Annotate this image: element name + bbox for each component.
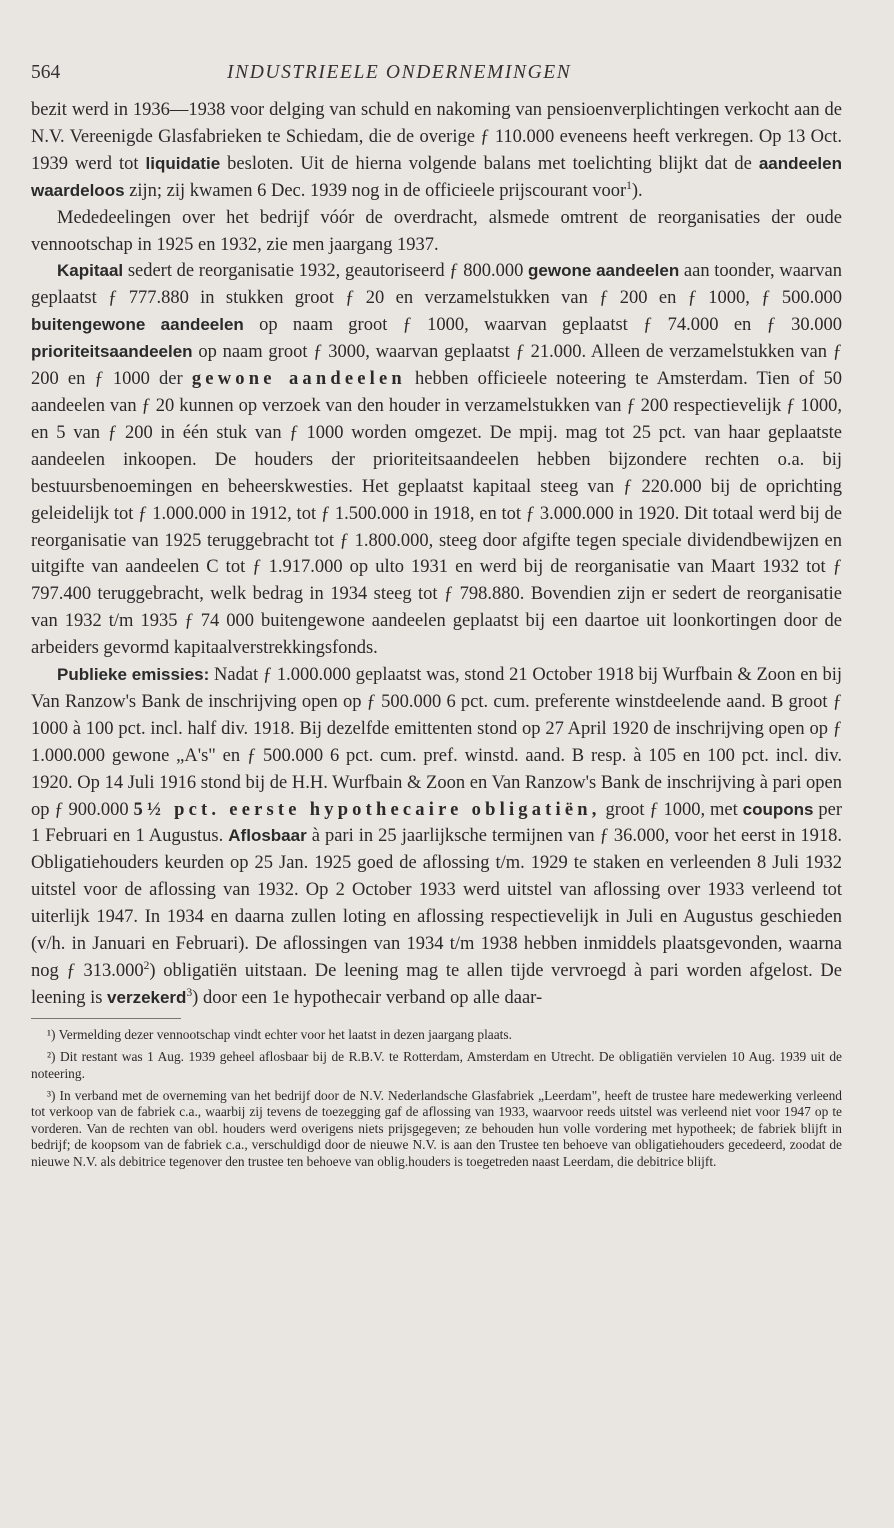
running-title: INDUSTRIEELE ONDERNEMINGEN — [227, 62, 572, 83]
text-run: op naam groot ƒ 3000, waarvan geplaatst ƒ 21.000. Alleen de verzamelstukken van ƒ 200 en ƒ 1000 der — [31, 342, 842, 390]
bold-term: aandeelen waardeloos — [31, 153, 842, 200]
text-run: sedert de reorganisatie 1932, geautoriseerd ƒ 800.000 — [123, 261, 529, 282]
page-number: 564 — [31, 62, 61, 83]
bold-term: buitengewone aandeelen — [31, 315, 244, 335]
footnote-ref: 3 — [186, 986, 193, 999]
text-run: ). — [631, 180, 643, 201]
text-run: groot ƒ 1000, met — [600, 799, 743, 820]
paragraph-mededeelingen — [31, 205, 842, 259]
bold-term: gewone aandeelen — [528, 261, 680, 281]
main-text — [31, 97, 842, 1012]
bold-term: Aflosbaar — [228, 826, 307, 846]
text-run: ) obligatiën uitstaan. De leening mag te allen tijde vervroegd à pari worden afgelost. De leening is — [31, 961, 843, 1008]
footnote-3: ³) In verband met de overneming van het bedrijf door de N.V. Nederlandsche Glasfabriek „Leerdam", heeft de trustee hare medewerking verleend tot verkoop van de fabriek c.a., waarbij zij tevens de toezegging gaf de aflossing van 1933, waarvoor reeds uitstel was verleend niet voor 1947 op te vorderen. Van de rechten van obl. houders werd overigens niets prijsgegeven; ze behouden hun volle vordering met hypotheek; de fabriek blijft in bedrijf; de koopsom van de fabriek c.a., verschuldigd door de nieuwe N.V. is aan den Trustee ten behoeve van obligatiehouders gecedeerd, zoodat de nieuwe N.V. als debitrice tegenover den trustee ten behoeve van oblig.houders is toegetreden naast Leerdam, die debitrice blijft. — [31, 1088, 842, 1169]
paragraph-liquidation — [31, 97, 842, 205]
text-run: zijn; zij kwamen 6 Dec. 1939 nog in de officieele prijscourant voor — [124, 180, 627, 201]
footnote-1: ¹) Vermelding dezer vennootschap vindt echter voor het laatst in dezen jaargang plaats. — [47, 1026, 512, 1042]
footnote-ref: 1 — [626, 179, 632, 192]
paragraph-kapitaal — [31, 258, 842, 662]
footnote-separator — [31, 1018, 181, 1019]
text-run: aan toonder, waarvan geplaatst ƒ 777.880 in stukken groot ƒ 20 en verzamelstukken van ƒ 200 en ƒ 1000, ƒ 500.000 — [31, 261, 842, 309]
page-header — [31, 62, 842, 96]
footnotes — [31, 1027, 842, 1170]
bold-term: liquidatie — [145, 153, 221, 173]
text-run: à pari in 25 jaarlijksche termijnen van ƒ 36.000, voor het eerst in 1918. Obligatiehouders keurden op 25 Jan. 1925 goed de aflossing t/m. 1929 te staken en verleenden 8 Juli 1932 uitstel voor de aflossing van 1932. Op 2 October 1933 werd uitstel van aflossing over 1933 verleend tot uiterlijk 1947. In 1934 en daarna zullen loting en aflossing respectievelijk in Juli en Augustus geschieden (v/h. in Januari en Februari). De aflossingen van 1934 t/m 1938 hebben inmiddels plaatsgevonden, waarna nog ƒ 313.000 — [31, 826, 843, 981]
bold-term: Publieke emissies: — [57, 665, 210, 685]
bold-term: verzekerd — [107, 987, 187, 1007]
text-run: per 1 Februari en 1 Augustus. — [31, 799, 843, 847]
bold-term: Kapitaal — [57, 261, 124, 281]
paragraph-publieke-emissies — [31, 662, 842, 1012]
bold-term: prioriteitsaandeelen — [31, 342, 193, 362]
text-run: bezit werd in 1936—1938 voor delging van schuld en nakoming van pensioenverplichtingen verkocht aan de N.V. Vereenigde Glasfabrieken te Schiedam, die de overige ƒ 110.000 eveneens heeft verkregen. Op 13 Oct. 1939 werd tot — [31, 100, 842, 174]
text-run: op naam groot ƒ 1000, waarvan geplaatst ƒ 74.000 en ƒ 30.000 — [243, 315, 842, 336]
text-run: besloten. Uit de hierna volgende balans met toelichting blijkt dat de — [220, 153, 759, 174]
text-run: Mededeelingen over het bedrijf vóór de overdracht, alsmede omtrent de reorganisaties der oude vennootschap in 1925 en 1932, zie men jaargang 1937. — [31, 207, 842, 255]
spaced-term: 5½ pct. eerste hypothecaire obligatiën, — [133, 799, 601, 820]
text-run: ) door een 1e hypothecair verband op alle daar- — [192, 987, 543, 1008]
footnote-ref: 2 — [143, 959, 150, 972]
footnote-2: ²) Dit restant was 1 Aug. 1939 geheel aflosbaar bij de R.B.V. te Rotterdam, Amsterdam en Utrecht. De obligatiën vervielen 10 Aug. 1939 uit de noteering. — [31, 1049, 842, 1081]
bold-term: coupons — [742, 799, 814, 819]
text-run: hebben officieele noteering te Amsterdam. Tien of 50 aandeelen van ƒ 20 kunnen op verzoek van den houder in verzamelstukken van ƒ 200 respectievelijk ƒ 1000, en 5 van ƒ 200 in één stuk van ƒ 1000 worden omgezet. De mpij. mag tot 25 pct. van haar geplaatste aandeelen inkoopen. De houders der prioriteitsaandeelen hebben bijzondere rechten o.a. bij bestuursbenoemingen en beheerskwesties. Het geplaatst kapitaal steeg van ƒ 220.000 bij de oprichting geleidelijk tot ƒ 1.000.000 in 1912, tot ƒ 1.500.000 in 1918, en tot ƒ 3.000.000 in 1920. Dit totaal werd bij de reorganisatie van 1925 teruggebracht tot ƒ 1.800.000, steeg door afgifte tegen speciale dividendbewijzen en uitgifte van aandeelen C tot ƒ 1.917.000 op ulto 1931 en werd bij de reorganisatie van Maart 1932 tot ƒ 797.400 teruggebracht, welk bedrag in 1934 steeg tot ƒ 798.880. Bovendien zijn er sedert de reorganisatie van 1932 t/m 1935 ƒ 74 000 buitengewone aandeelen geplaatst bij een daartoe uit loonkortingen door de arbeiders gevormd kapitaalverstrekkingsfonds. — [31, 369, 842, 659]
spaced-term: gewone aandeelen — [191, 369, 406, 390]
text-run: Nadat ƒ 1.000.000 geplaatst was, stond 21 October 1918 bij Wurfbain & Zoon en bij Van Ranzow's Bank de inschrijving open op ƒ 500.000 6 pct. cum. preferente winstdeelende aand. B groot ƒ 1000 à 100 pct. incl. half div. 1918. Bij dezelfde emittenten stond op 27 April 1920 de inschrijving open op ƒ 1.000.000 gewone „A's" en ƒ 500.000 6 pct. cum. pref. winstd. aand. B resp. à 105 en 100 pct. incl. div. 1920. Op 14 Juli 1916 stond bij de H.H. Wurfbain & Zoon en Van Ranzow's Bank de inschrijving à pari open op ƒ 900.000 — [31, 665, 842, 820]
